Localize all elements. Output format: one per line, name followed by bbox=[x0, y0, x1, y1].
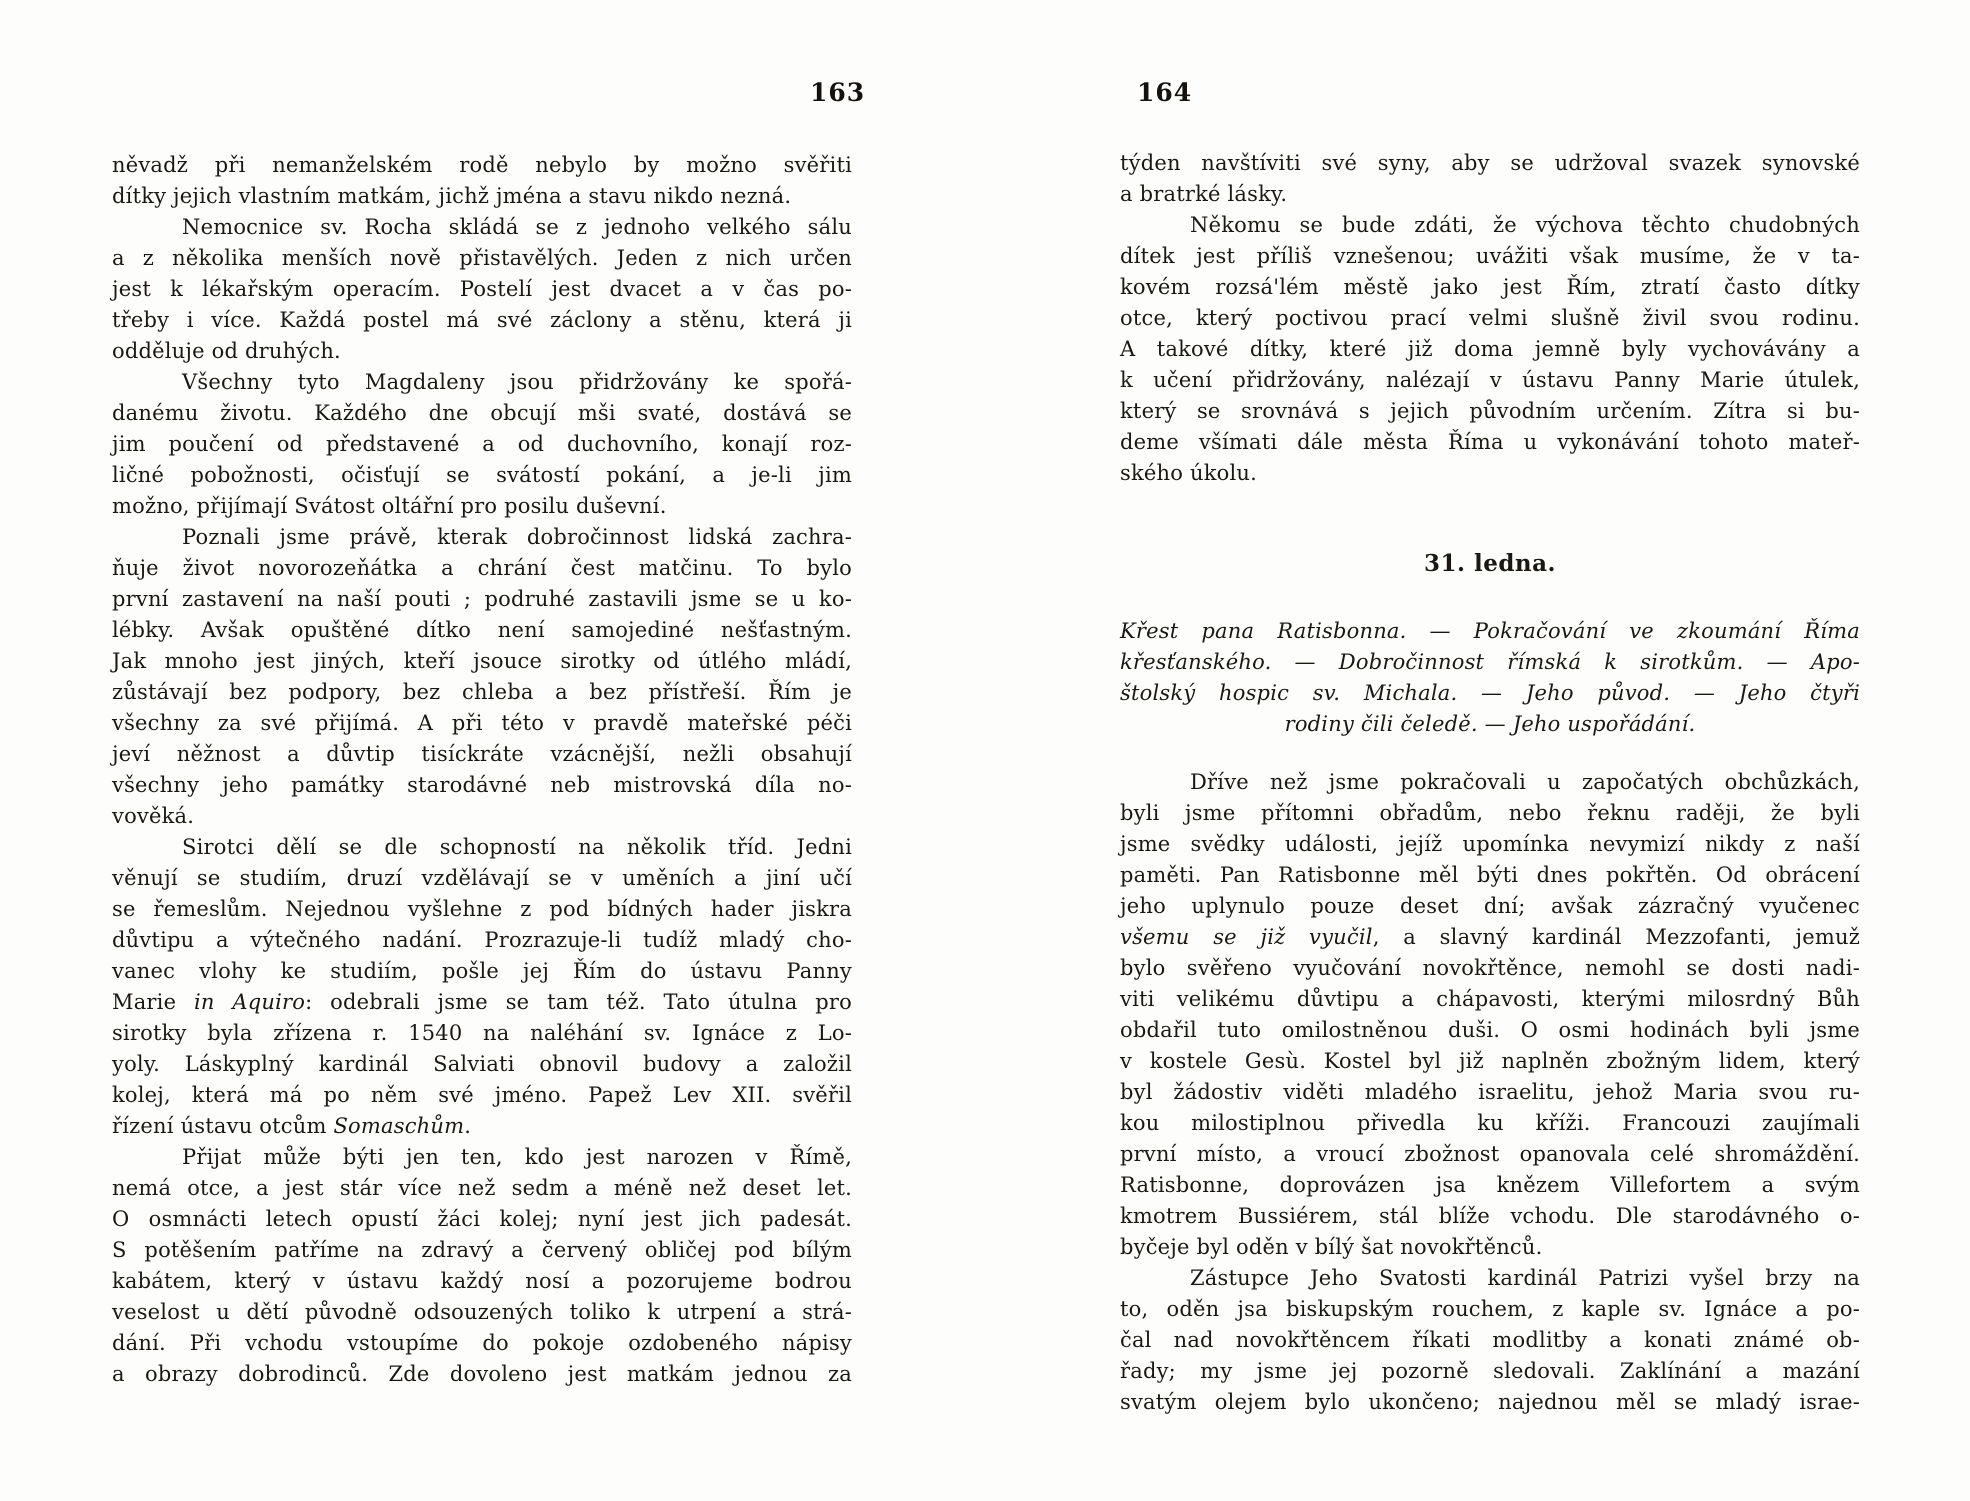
text-line: v kostele Gesù. Kostel byl již naplněn zbožným lidem, který bbox=[1120, 1049, 1860, 1073]
text-line: a z několika menších nově přistavělých. Jeden z nich určen bbox=[112, 246, 852, 270]
text-line: lébky. Avšak opuštěné dítko není samojediné nešťastným. bbox=[112, 618, 852, 642]
text-line: otce, který poctivou prací velmi slušně živil svou rodinu. bbox=[1120, 306, 1860, 330]
text-line: vověká. bbox=[112, 804, 195, 828]
chapter-summary bbox=[1120, 616, 1860, 740]
paragraph bbox=[1120, 148, 1860, 210]
text-line: všemu se již vyučil, a slavný kardinál Mezzofanti, jemuž bbox=[1120, 925, 1861, 949]
text-line: Zástupce Jeho Svatosti kardinál Patrizi vyšel brzy na bbox=[1190, 1266, 1860, 1290]
text-line: Nemocnice sv. Rocha skládá se z jednoho velkého sálu bbox=[182, 215, 852, 239]
paragraph bbox=[1120, 210, 1860, 489]
text-line: čal nad novokřtěncem říkati modlitby a konati známé ob- bbox=[1120, 1328, 1860, 1352]
text-line: kmotrem Bussiérem, stál blíže vchodu. Dle starodávného o- bbox=[1120, 1204, 1860, 1228]
book-page-right bbox=[985, 0, 1970, 1501]
text-line: A takové dítky, které již doma jemně byly vychovávány a bbox=[1120, 337, 1860, 361]
text-line: danému životu. Každého dne obcují mši svaté, dostává se bbox=[112, 401, 852, 425]
text-line: kabátem, který v ústavu každý nosí a pozorujeme bodrou bbox=[112, 1269, 852, 1293]
text-line: a bratrké lásky. bbox=[1120, 182, 1288, 206]
text-line: viti velikému důvtipu a chápavosti, kterými milosrdný Bůh bbox=[1120, 987, 1860, 1011]
text-line: jeví něžnost a důvtip tisíckráte vzácnější, nežli obsahují bbox=[112, 742, 852, 766]
text-line: první místo, a vroucí zbožnost opanovala celé shromáždění. bbox=[1120, 1142, 1860, 1166]
right-page-text-block bbox=[1120, 148, 1860, 1418]
paragraph bbox=[112, 1142, 852, 1390]
text-line: možno, přijímají Svátost oltářní pro posilu duševní. bbox=[112, 494, 667, 518]
text-line: bylo svěřeno vyučování novokřtěnce, nemohl se dosti nadi- bbox=[1120, 956, 1860, 980]
text-line: vanec vlohy ke studiím, pošle jej Řím do ústavu Panny bbox=[112, 959, 852, 983]
text-line: a obrazy dobrodinců. Zde dovoleno jest matkám jednou za bbox=[112, 1362, 852, 1386]
text-line: kolej, která má po něm své jméno. Papež Lev XII. svěřil bbox=[112, 1083, 852, 1107]
text-line: rodiny čili čeledě. — Jeho uspořádání. bbox=[1284, 712, 1696, 736]
paragraph bbox=[112, 832, 852, 1142]
text-line: řízení ústavu otcům Somaschům. bbox=[112, 1114, 472, 1138]
text-line: byčeje byl oděn v bílý šat novokřtěnců. bbox=[1120, 1235, 1543, 1259]
text-line: který se srovnává s jejich původním určením. Zítra si bu- bbox=[1120, 399, 1860, 423]
paragraph bbox=[112, 150, 852, 212]
paragraph bbox=[1120, 767, 1860, 1263]
paragraph bbox=[112, 522, 852, 832]
text-line: důvtipu a výtečného nadání. Prozrazuje-li tudíž mladý cho- bbox=[112, 928, 852, 952]
text-line: O osmnácti letech opustí žáci kolej; nyní jest jich padesát. bbox=[112, 1207, 852, 1231]
text-line: třeby i více. Každá postel má své záclony a stěnu, která ji bbox=[112, 308, 852, 332]
text-line: S potěšením patříme na zdravý a červený obličej pod bílým bbox=[112, 1238, 852, 1262]
text-line: ličné pobožnosti, očisťují se svátostí pokání, a je-li jim bbox=[112, 463, 852, 487]
text-line: yoly. Láskyplný kardinál Salviati obnovil budovy a založil bbox=[112, 1052, 852, 1076]
page-number-right: 164 bbox=[1137, 78, 1193, 107]
text-line: Ratisbonne, doprovázen jsa knězem Villefortem a svým bbox=[1120, 1173, 1860, 1197]
text-line: Někomu se bude zdáti, že výchova těchto chudobných bbox=[1190, 213, 1860, 237]
text-line: svatým olejem bylo ukončeno; najednou měl se mladý israe- bbox=[1120, 1390, 1860, 1414]
text-line: Přijat může býti jen ten, kdo jest narozen v Římě, bbox=[182, 1145, 852, 1169]
text-line: Jak mnoho jest jiných, kteří jsouce sirotky od útlého mládí, bbox=[112, 649, 852, 673]
paragraph bbox=[112, 212, 852, 367]
text-line: dání. Při vchodu vstoupíme do pokoje ozdobeného nápisy bbox=[112, 1331, 852, 1355]
text-line: byli jsme přítomni obřadům, nebo řeknu raději, že byli bbox=[1120, 801, 1860, 825]
text-line: všechny za své přijímá. A při této v pravdě mateřské péči bbox=[112, 711, 852, 735]
text-line: jsme svědky události, jejíž upomínka nevymizí nikdy z naší bbox=[1120, 832, 1860, 856]
text-line: obdařil tuto omilostněnou duši. O osmi hodinách byli jsme bbox=[1120, 1018, 1860, 1042]
paragraph bbox=[112, 367, 852, 522]
text-line: dítky jejich vlastním matkám, jichž jména a stavu nikdo nezná. bbox=[112, 184, 792, 208]
text-line: něvadž při nemanželském rodě nebylo by možno svěřiti bbox=[112, 153, 852, 177]
text-line: paměti. Pan Ratisbonne měl býti dnes pokřtěn. Od obrácení bbox=[1120, 863, 1860, 887]
text-line: veselost u dětí původně odsouzených toliko k utrpení a strá- bbox=[112, 1300, 852, 1324]
text-line: Marie in Aquiro: odebrali jsme se tam též. Tato útulna pro bbox=[112, 990, 852, 1014]
text-line: ňuje život novorozeňátka a chrání čest matčinu. To bylo bbox=[112, 556, 852, 580]
text-line: řady; my jsme jej pozorně sledovali. Zaklínání a mazání bbox=[1120, 1359, 1860, 1383]
text-line: zůstávají bez podpory, bez chleba a bez přístřeší. Řím je bbox=[112, 680, 852, 704]
text-line: všechny jeho památky starodávné neb mistrovská díla no- bbox=[112, 773, 852, 797]
text-line: Křest pana Ratisbonna. — Pokračování ve zkoumání Říma bbox=[1120, 619, 1860, 643]
text-line: kou milostiplnou přivedla ku kříži. Francouzi zaujímali bbox=[1120, 1111, 1860, 1135]
text-line: se řemeslům. Nejednou vyšlehne z pod bídných hader jiskra bbox=[112, 897, 852, 921]
text-line: odděluje od druhých. bbox=[112, 339, 341, 363]
text-line: věnují se studiím, druzí vzdělávají se v uměních a jiní učí bbox=[112, 866, 852, 890]
paragraph bbox=[1120, 1263, 1860, 1418]
text-line: křesťanského. — Dobročinnost římská k sirotkům. — Apo- bbox=[1120, 650, 1860, 674]
text-line: kovém rozsá'lém městě jako jest Řím, ztratí často dítky bbox=[1120, 275, 1860, 299]
left-page-text-block bbox=[112, 150, 852, 1390]
text-line: Všechny tyto Magdaleny jsou přidržovány ke spořá- bbox=[182, 370, 852, 394]
text-line: jeho uplynulo pouze deset dní; avšak zázračný vyučenec bbox=[1120, 894, 1860, 918]
text-line: k učení přidržovány, nalézají v ústavu Panny Marie útulek, bbox=[1120, 368, 1860, 392]
text-line: Poznali jsme právě, kterak dobročinnost lidská zachra- bbox=[182, 525, 852, 549]
text-line: dítek jest příliš vznešenou; uvážiti však musíme, že v ta- bbox=[1120, 244, 1860, 268]
text-line: Dříve než jsme pokračovali u započatých obchůzkách, bbox=[1190, 770, 1860, 794]
page-number-left: 163 bbox=[810, 78, 866, 107]
text-line: byl žádostiv viděti mladého israelitu, jehož Maria svou ru- bbox=[1120, 1080, 1860, 1104]
text-line: první zastavení na naší pouti ; podruhé zastavili jsme se u ko- bbox=[112, 587, 852, 611]
text-line: Sirotci dělí se dle schopností na několik tříd. Jedni bbox=[182, 835, 852, 859]
text-line: to, oděn jsa biskupským rouchem, z kaple sv. Ignáce a po- bbox=[1120, 1297, 1860, 1321]
text-line: nemá otce, a jest stár více než sedm a méně než deset let. bbox=[112, 1176, 852, 1200]
text-line: týden navštíviti své syny, aby se udržoval svazek synovské bbox=[1120, 151, 1860, 175]
text-line: deme všímati dále města Říma u vykonávání tohoto mateř- bbox=[1120, 430, 1860, 454]
text-line: jim poučení od představené a od duchovního, konají roz- bbox=[112, 432, 852, 456]
text-line: štolský hospic sv. Michala. — Jeho původ. — Jeho čtyři bbox=[1120, 681, 1860, 705]
text-line: sirotky byla zřízena r. 1540 na naléhání sv. Ignáce z Lo- bbox=[112, 1021, 852, 1045]
section-heading: 31. ledna. bbox=[1423, 550, 1557, 577]
text-line: ského úkolu. bbox=[1120, 461, 1257, 485]
text-line: jest k lékařským operacím. Postelí jest dvacet a v čas po- bbox=[112, 277, 852, 301]
